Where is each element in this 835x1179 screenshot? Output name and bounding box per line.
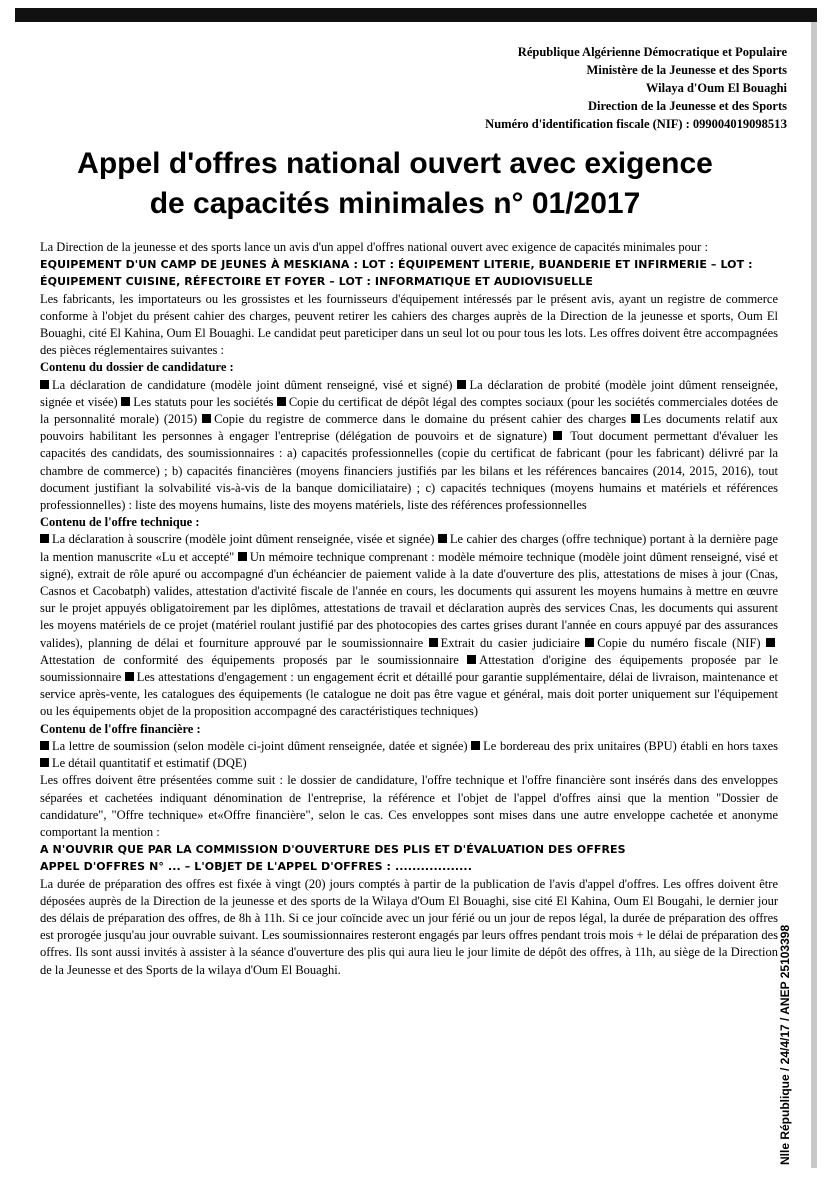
page-shadow (811, 22, 817, 1168)
square-bullet-icon (457, 380, 466, 389)
side-publication-stamp: Nlle République / 24/4/17 / ANEP 25103398 (778, 924, 792, 1165)
closing-paragraph: La durée de préparation des offres est fixée à vingt (20) jours comptés à partir de la publication de l'avis d'appel d'offres. Les offres doivent être déposées auprès de la Direction de la jeunesse et des sports de la Wilaya d'Oum El Bouaghi, sise cité El Kahina, Oum El Bougahi, le dernier jour des délais de préparation des offres, de 8h à 11h. Si ce jour coïncide avec un jour férié ou un jour de repos légal, la durée de préparation des offres est prorogée jusqu'au jour ouvrable suivant. Les soumissionnaires resteront engagés par leurs offres pendant trois mois + le délai de préparation des offres. Ils sont aussi invités à assister à la séance d'ouverture des plis qui aura lieu le jour limite de dépôt des offres, à 11h, au siège de la Direction de la Jeunesse et des Sports de la wilaya d'Oum El Bouaghi. (40, 876, 778, 977)
title-line: de capacités minimales n° 01/2017 (149, 187, 641, 220)
list-item: Tout document permettant d'évaluer les capacités des candidats, des soumissionnaires : a) capacités professionnelles (copie du certificat de fabricant (pour les fabricant) délivré par la chambre de commerce) ; b) capacités financières (moyens financiers justifiés par les bilans et les références bancaires (2014, 2015, 2016), tout document justifiant la solvabilité vis-à-vis de la banque domiciliataire) ; c) capacités techniques (moyens humains et matériels et références professionnelles) : liste des moyens humains, liste des moyens matériels, liste des références professionnelles (40, 429, 778, 513)
technique-heading: Contenu de l'offre technique : (40, 515, 200, 530)
top-border-bar (15, 8, 817, 22)
envelope-mention-line: APPEL D'OFFRES N° ... – L'OBJET DE L'APPEL D'OFFRES : .................. (40, 860, 472, 874)
square-bullet-icon (238, 552, 247, 561)
list-item: Un mémoire technique comprenant : modèle mémoire technique (modèle joint dûment renseigné, visé et signé), extrait de rôle apuré ou accompagné d'un échéancier de paiement valide à la date d'ouverture des plis, attestations de mises à jour (Cnas, Casnos et Cacobatph) valides, attestation d'activité fiscale de l'année en cours, les documents qui assurent les moyens humains à mettre en œuvre sur le projet appuyés obligatoirement par les diplômes, attestations de travail et déclaration auprès des services Cnas, les documents qui assurent les moyens matériels de ce projet (matériel roulant justifié par des photocopies des cartes grises durant l'année en cours appuyé par des assurances valides), planning de délai et fourniture approuvé par le soumissionnaire (40, 549, 778, 650)
presentation-paragraph: Les offres doivent être présentées comme suit : le dossier de candidature, l'offre technique et l'offre financière sont insérés dans des enveloppes séparées et cachetées indiquant dénomination de l'entreprise, la référence et l'objet de l'appel d'offres ainsi que la mention "Dossier de candidature", "Offre technique» et«Offre financière", selon le cas. Ces enveloppes sont mises dans une autre enveloppe cachetée et anonyme comportant la mention : (40, 773, 778, 839)
list-item: Le bordereau des prix unitaires (BPU) établi en hors taxes (483, 738, 778, 753)
square-bullet-icon (202, 414, 211, 423)
header-line: République Algérienne Démocratique et Populaire (517, 45, 787, 59)
square-bullet-icon (553, 431, 562, 440)
list-item: Le détail quantitatif et estimatif (DQE) (52, 756, 247, 771)
header-line: Ministère de la Jeunesse et des Sports (586, 63, 787, 77)
notice-title (15, 144, 775, 224)
list-item: La déclaration à souscrire (modèle joint dûment renseignée, visée et signée) (52, 532, 435, 547)
square-bullet-icon (121, 397, 130, 406)
technique-list (40, 531, 778, 720)
square-bullet-icon (40, 534, 49, 543)
square-bullet-icon (40, 380, 49, 389)
list-item: La lettre de soumission (selon modèle ci-joint dûment renseignée, datée et signée) (52, 738, 468, 753)
candidature-heading: Contenu du dossier de candidature : (40, 360, 234, 375)
financiere-list (40, 738, 778, 772)
header-line: Numéro d'identification fiscale (NIF) : 09900401909851З (485, 117, 787, 131)
list-item: La déclaration de probité (modèle joint dûment renseignée, signée et visée) (40, 377, 779, 409)
square-bullet-icon (766, 638, 775, 647)
square-bullet-icon (125, 672, 134, 681)
square-bullet-icon (438, 534, 447, 543)
square-bullet-icon (467, 655, 476, 664)
list-item: Copie du certificat de dépôt légal des comptes sociaux (pour les sociétés commerciales dotées de la personnalité morale) (2015) (40, 394, 779, 427)
list-item: Copie du numéro fiscale (NIF) (597, 635, 761, 650)
intro-paragraph: La Direction de la jeunesse et des sports lance un avis d'un appel d'offres national ouvert avec exigence de capacités minimales pour : (40, 240, 708, 254)
square-bullet-icon (40, 758, 49, 767)
lots-heading: EQUIPEMENT D'UN CAMP DE JEUNES À MESKIANA : LOT : ÉQUIPEMENT LITERIE, BUANDERIE ET INFIRMERIE – LOT : ÉQUIPEMENT CUISINE, RÉFECTOIRE ET FOYER – LOT : INFORMATIQUE ET AUDIOVISUELLE (40, 258, 753, 289)
square-bullet-icon (631, 414, 640, 423)
title-line: Appel d'offres national ouvert avec exigence (77, 147, 713, 180)
issuer-header (485, 43, 787, 133)
header-line: Wilaya d'Oum El Bouaghi (645, 81, 787, 95)
list-item: Les attestations d'engagement : un engagement écrit et détaillé pour garantie supplémentaire, délai de livraison, maintenance et service après-vente, les catalogues des équipements (le catalogue ne doit pas être vague et général, mais doit porter uniquement sur l'équipement ou les équipements objet de la proposition accompagné des caractéristiques techniques) (40, 670, 779, 719)
square-bullet-icon (585, 638, 594, 647)
list-item: Copie du registre de commerce dans le domaine du présent cahier des charges (214, 412, 627, 427)
square-bullet-icon (471, 741, 480, 750)
list-item: Le cahier des charges (offre technique) portant à la dernière page la mention manuscrite «Lu et accepté" (40, 532, 779, 564)
eligibility-paragraph: Les fabricants, les importateurs ou les grossistes et les fournisseurs d'équipement intéressés par le présent avis, ayant un registre de commerce conforme à l'objet du présent cahier des charges, peuvent retirer les cahiers des charges auprès de la Direction de la jeunesse et sports, Oum El Bouaghi, cité El Kahina, Oum El Bouaghi. Le candidat peut pareticiper dans un seul lot ou pour tous les lots. Les offres doivent être accompagnées des pièces réglementaires suivantes : (40, 291, 778, 358)
envelope-mention-line: A N'OUVRIR QUE PAR LA COMMISSION D'OUVERTURE DES PLIS ET D'ÉVALUATION DES OFFRES (40, 843, 626, 857)
square-bullet-icon (429, 638, 438, 647)
square-bullet-icon (277, 397, 286, 406)
list-item: Extrait du casier judiciaire (440, 635, 580, 650)
candidature-list (40, 377, 778, 515)
header-line: Direction de la Jeunesse et des Sports (587, 99, 787, 113)
list-item: La déclaration de candidature (modèle joint dûment renseigné, visé et signé) (52, 377, 453, 392)
list-item: Attestation d'origine des équipements proposée par le soumissionnaire (40, 652, 778, 685)
list-item: Les documents relatif aux pouvoirs habilitant les personnes à engager l'entreprise (délégation de pouvoirs et de signature) (40, 412, 779, 444)
notice-body (40, 239, 778, 979)
financiere-heading: Contenu de l'offre financière : (40, 721, 201, 736)
list-item: Attestation de conformité des équipements proposés par le soumissionnaire (40, 652, 459, 667)
list-item: Les statuts pour les sociétés (133, 394, 274, 409)
square-bullet-icon (40, 741, 49, 750)
